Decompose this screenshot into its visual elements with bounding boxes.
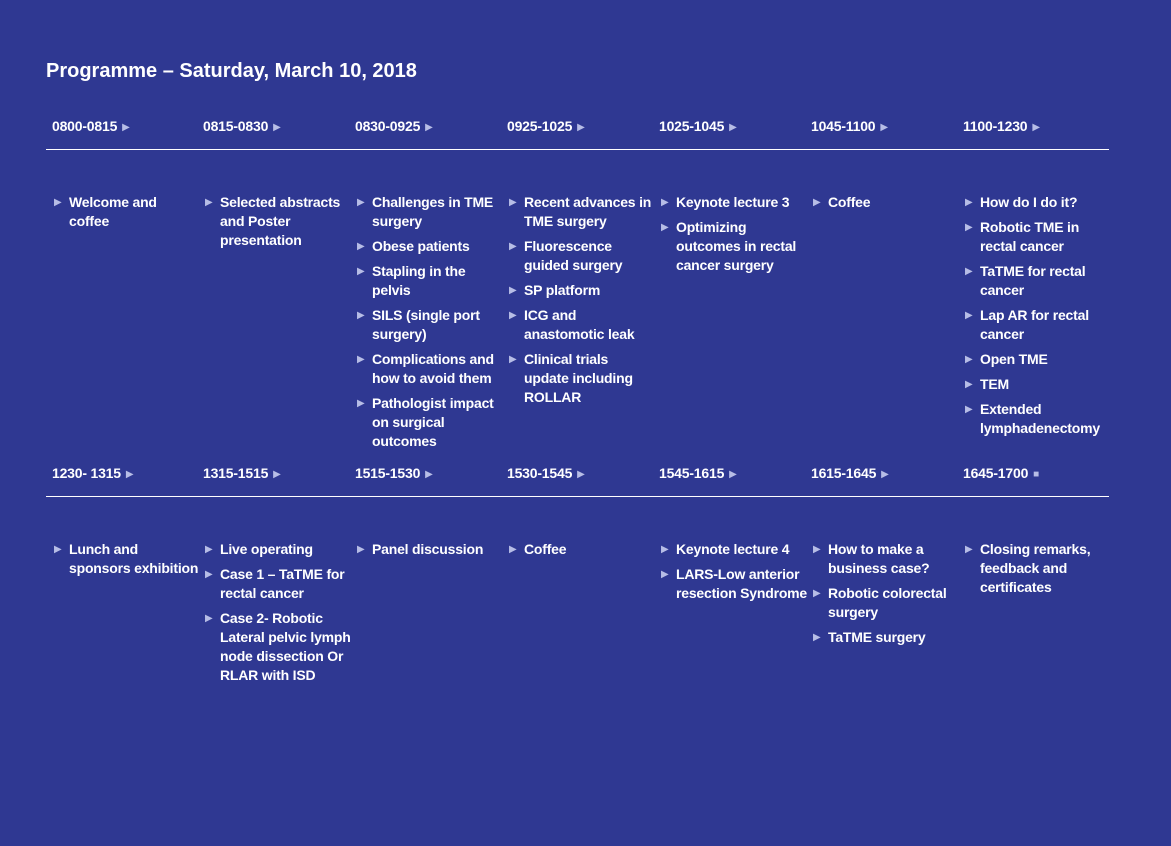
bullet-arrow-icon: ▶: [509, 310, 517, 321]
session-item-text: TEM: [980, 376, 1009, 392]
bullet-arrow-icon: ▶: [661, 222, 669, 233]
session-item-text: Optimizing outcomes in rectal cancer surgery: [676, 219, 797, 273]
time-slot-label: [963, 118, 1040, 134]
arrow-right-icon: ▶: [1032, 122, 1040, 133]
bullet-arrow-icon: ▶: [205, 569, 213, 580]
session-item: [813, 628, 959, 647]
time-text: 1230- 1315: [52, 465, 121, 481]
bullet-arrow-icon: ▶: [965, 310, 973, 321]
bullet-arrow-icon: ▶: [54, 197, 62, 208]
time-text: 1045-1100: [811, 118, 876, 134]
arrow-right-icon: ▶: [125, 469, 134, 480]
time-slot-label: [203, 465, 281, 481]
arrow-right-icon: ▶: [577, 122, 585, 133]
session-column: [357, 540, 503, 565]
session-item-text: LARS-Low anterior resection Syndrome: [676, 566, 807, 601]
session-item: [813, 540, 959, 578]
session-item: [661, 540, 807, 559]
time-slot-label: [355, 118, 433, 134]
session-item: [965, 262, 1111, 300]
bullet-arrow-icon: ▶: [813, 544, 821, 555]
session-item: [509, 540, 655, 559]
time-header-row: [46, 465, 1109, 495]
session-item: [509, 350, 655, 407]
session-item: [965, 350, 1111, 369]
session-item: [205, 540, 351, 559]
time-slot-label: [659, 118, 737, 134]
session-item-text: Extended lymphadenectomy: [980, 401, 1100, 436]
divider-line: [46, 149, 1109, 150]
session-item-text: Keynote lecture 4: [676, 541, 790, 557]
bullet-arrow-icon: ▶: [357, 354, 365, 365]
session-item-text: Keynote lecture 3: [676, 194, 790, 210]
bullet-arrow-icon: ▶: [357, 197, 365, 208]
time-slot-label: [507, 465, 585, 481]
session-item-text: Case 2- Robotic Lateral pelvic lymph node dissection Or RLAR with ISD: [220, 610, 351, 683]
bullet-arrow-icon: ▶: [205, 613, 213, 624]
time-slot-label: [355, 465, 433, 481]
time-header-row: [46, 118, 1109, 148]
bullet-arrow-icon: ▶: [357, 398, 365, 409]
session-item-text: How do I do it?: [980, 194, 1078, 210]
session-item: [965, 375, 1111, 394]
arrow-right-icon: ▶: [881, 469, 889, 480]
time-slot-label: [52, 465, 133, 481]
time-text: 0925-1025: [507, 118, 573, 134]
session-item: [357, 350, 503, 388]
time-text: 1645-1700: [963, 465, 1029, 481]
session-item-text: Recent advances in TME surgery: [524, 194, 652, 229]
session-item: [965, 400, 1111, 438]
arrow-right-icon: ▶: [122, 122, 130, 133]
time-slot-label: [811, 465, 889, 481]
bullet-arrow-icon: ▶: [965, 354, 973, 365]
session-item: [965, 218, 1111, 256]
bullet-arrow-icon: ▶: [965, 379, 973, 390]
session-column: [205, 193, 351, 256]
session-item: [509, 281, 655, 300]
session-item: [509, 306, 655, 344]
time-text: 1515-1530: [355, 465, 421, 481]
bullet-arrow-icon: ▶: [661, 544, 669, 555]
session-item-text: Pathologist impact on surgical outcomes: [372, 395, 494, 449]
session-item: [813, 584, 959, 622]
session-item-text: Lap AR for rectal cancer: [980, 307, 1089, 342]
bullet-arrow-icon: ▶: [509, 241, 517, 252]
bullet-arrow-icon: ▶: [509, 285, 517, 296]
session-item-text: Obese patients: [372, 238, 470, 254]
session-item-text: Robotic colorectal surgery: [828, 585, 947, 620]
bullet-arrow-icon: ▶: [509, 197, 517, 208]
arrow-right-icon: ▶: [729, 122, 737, 133]
bullet-arrow-icon: ▶: [509, 544, 517, 555]
time-text: 1530-1545: [507, 465, 573, 481]
arrow-right-icon: ▶: [577, 469, 585, 480]
bullet-arrow-icon: ▶: [357, 241, 365, 252]
time-text: 0800-0815: [52, 118, 118, 134]
arrow-right-icon: ▶: [273, 122, 281, 133]
square-marker-icon: ■: [1033, 469, 1039, 480]
session-item-text: Case 1 – TaTME for rectal cancer: [220, 566, 345, 601]
time-slot-label: [659, 465, 737, 481]
session-item-text: TaTME surgery: [828, 629, 926, 645]
bullet-arrow-icon: ▶: [661, 569, 669, 580]
session-item-text: Coffee: [524, 541, 567, 557]
session-item: [661, 218, 807, 275]
time-text: 1545-1615: [659, 465, 725, 481]
session-item-text: Robotic TME in rectal cancer: [980, 219, 1080, 254]
session-item: [965, 540, 1111, 597]
session-item-text: Panel discussion: [372, 541, 484, 557]
bullet-arrow-icon: ▶: [813, 632, 821, 643]
bullet-arrow-icon: ▶: [813, 197, 821, 208]
session-column: [357, 193, 503, 457]
bullet-arrow-icon: ▶: [357, 266, 365, 277]
session-item-text: ICG and anastomotic leak: [524, 307, 635, 342]
schedule-row-afternoon: [46, 465, 1109, 683]
bullet-arrow-icon: ▶: [965, 222, 973, 233]
time-slot-label: [203, 118, 281, 134]
session-item: [965, 306, 1111, 344]
session-item: [661, 565, 807, 603]
session-item-text: TaTME for rectal cancer: [980, 263, 1086, 298]
session-item: [357, 540, 503, 559]
session-item-text: Stapling in the pelvis: [372, 263, 466, 298]
session-item: [54, 540, 200, 578]
bullet-arrow-icon: ▶: [357, 310, 365, 321]
session-item-text: How to make a business case?: [828, 541, 930, 576]
time-slot-label: [811, 118, 888, 134]
session-item-text: Clinical trials update including ROLLAR: [524, 351, 633, 405]
session-item-text: Fluorescence guided surgery: [524, 238, 623, 273]
session-item-text: SP platform: [524, 282, 601, 298]
session-item: [661, 193, 807, 212]
arrow-right-icon: ▶: [425, 469, 433, 480]
bullet-arrow-icon: ▶: [54, 544, 62, 555]
session-item-text: Open TME: [980, 351, 1048, 367]
session-column: [965, 193, 1111, 444]
schedule-row-morning: [46, 118, 1109, 449]
session-item-text: Live operating: [220, 541, 313, 557]
session-column: [661, 193, 807, 281]
bullet-arrow-icon: ▶: [965, 266, 973, 277]
session-item-text: Selected abstracts and Poster presentation: [220, 194, 341, 248]
arrow-right-icon: ▶: [880, 122, 888, 133]
bullet-arrow-icon: ▶: [205, 197, 213, 208]
title-prefix: Programme: [46, 60, 158, 82]
bullet-arrow-icon: ▶: [357, 544, 365, 555]
session-item: [509, 193, 655, 231]
session-item: [813, 193, 959, 212]
arrow-right-icon: ▶: [729, 469, 737, 480]
session-item-text: Closing remarks, feedback and certificates: [980, 541, 1091, 595]
session-column: [509, 540, 655, 565]
session-item: [509, 237, 655, 275]
session-item-text: Complications and how to avoid them: [372, 351, 494, 386]
title-date: – Saturday, March 10, 2018: [162, 60, 417, 82]
page-title: [46, 60, 417, 83]
session-column: [813, 540, 959, 653]
session-item-text: Welcome and coffee: [69, 194, 157, 229]
session-item: [357, 394, 503, 451]
session-item: [54, 193, 200, 231]
session-item: [205, 609, 351, 685]
session-column: [661, 540, 807, 609]
divider-line: [46, 496, 1109, 497]
session-item: [357, 237, 503, 256]
bullet-arrow-icon: ▶: [813, 588, 821, 599]
arrow-right-icon: ▶: [273, 469, 281, 480]
bullet-arrow-icon: ▶: [965, 544, 973, 555]
time-text: 1100-1230: [963, 118, 1028, 134]
time-text: 0830-0925: [355, 118, 421, 134]
bullet-arrow-icon: ▶: [661, 197, 669, 208]
bullet-arrow-icon: ▶: [965, 404, 973, 415]
session-item: [205, 565, 351, 603]
session-column: [54, 540, 200, 584]
time-slot-label: [507, 118, 585, 134]
session-column: [54, 193, 200, 237]
session-column: [965, 540, 1111, 603]
time-slot-label: [963, 465, 1039, 481]
session-item: [965, 193, 1111, 212]
time-text: 1315-1515: [203, 465, 269, 481]
time-text: 1615-1645: [811, 465, 877, 481]
arrow-right-icon: ▶: [425, 122, 433, 133]
session-item: [357, 193, 503, 231]
time-text: 1025-1045: [659, 118, 725, 134]
session-column: [509, 193, 655, 413]
session-item-text: Challenges in TME surgery: [372, 194, 494, 229]
session-item: [357, 306, 503, 344]
session-column: [205, 540, 351, 691]
session-item-text: Lunch and sponsors exhibition: [69, 541, 199, 576]
bullet-arrow-icon: ▶: [205, 544, 213, 555]
session-column: [813, 193, 959, 218]
session-item-text: Coffee: [828, 194, 871, 210]
time-slot-label: [52, 118, 130, 134]
bullet-arrow-icon: ▶: [965, 197, 973, 208]
bullet-arrow-icon: ▶: [509, 354, 517, 365]
session-item: [357, 262, 503, 300]
session-item-text: SILS (single port surgery): [372, 307, 480, 342]
session-item: [205, 193, 351, 250]
time-text: 0815-0830: [203, 118, 269, 134]
